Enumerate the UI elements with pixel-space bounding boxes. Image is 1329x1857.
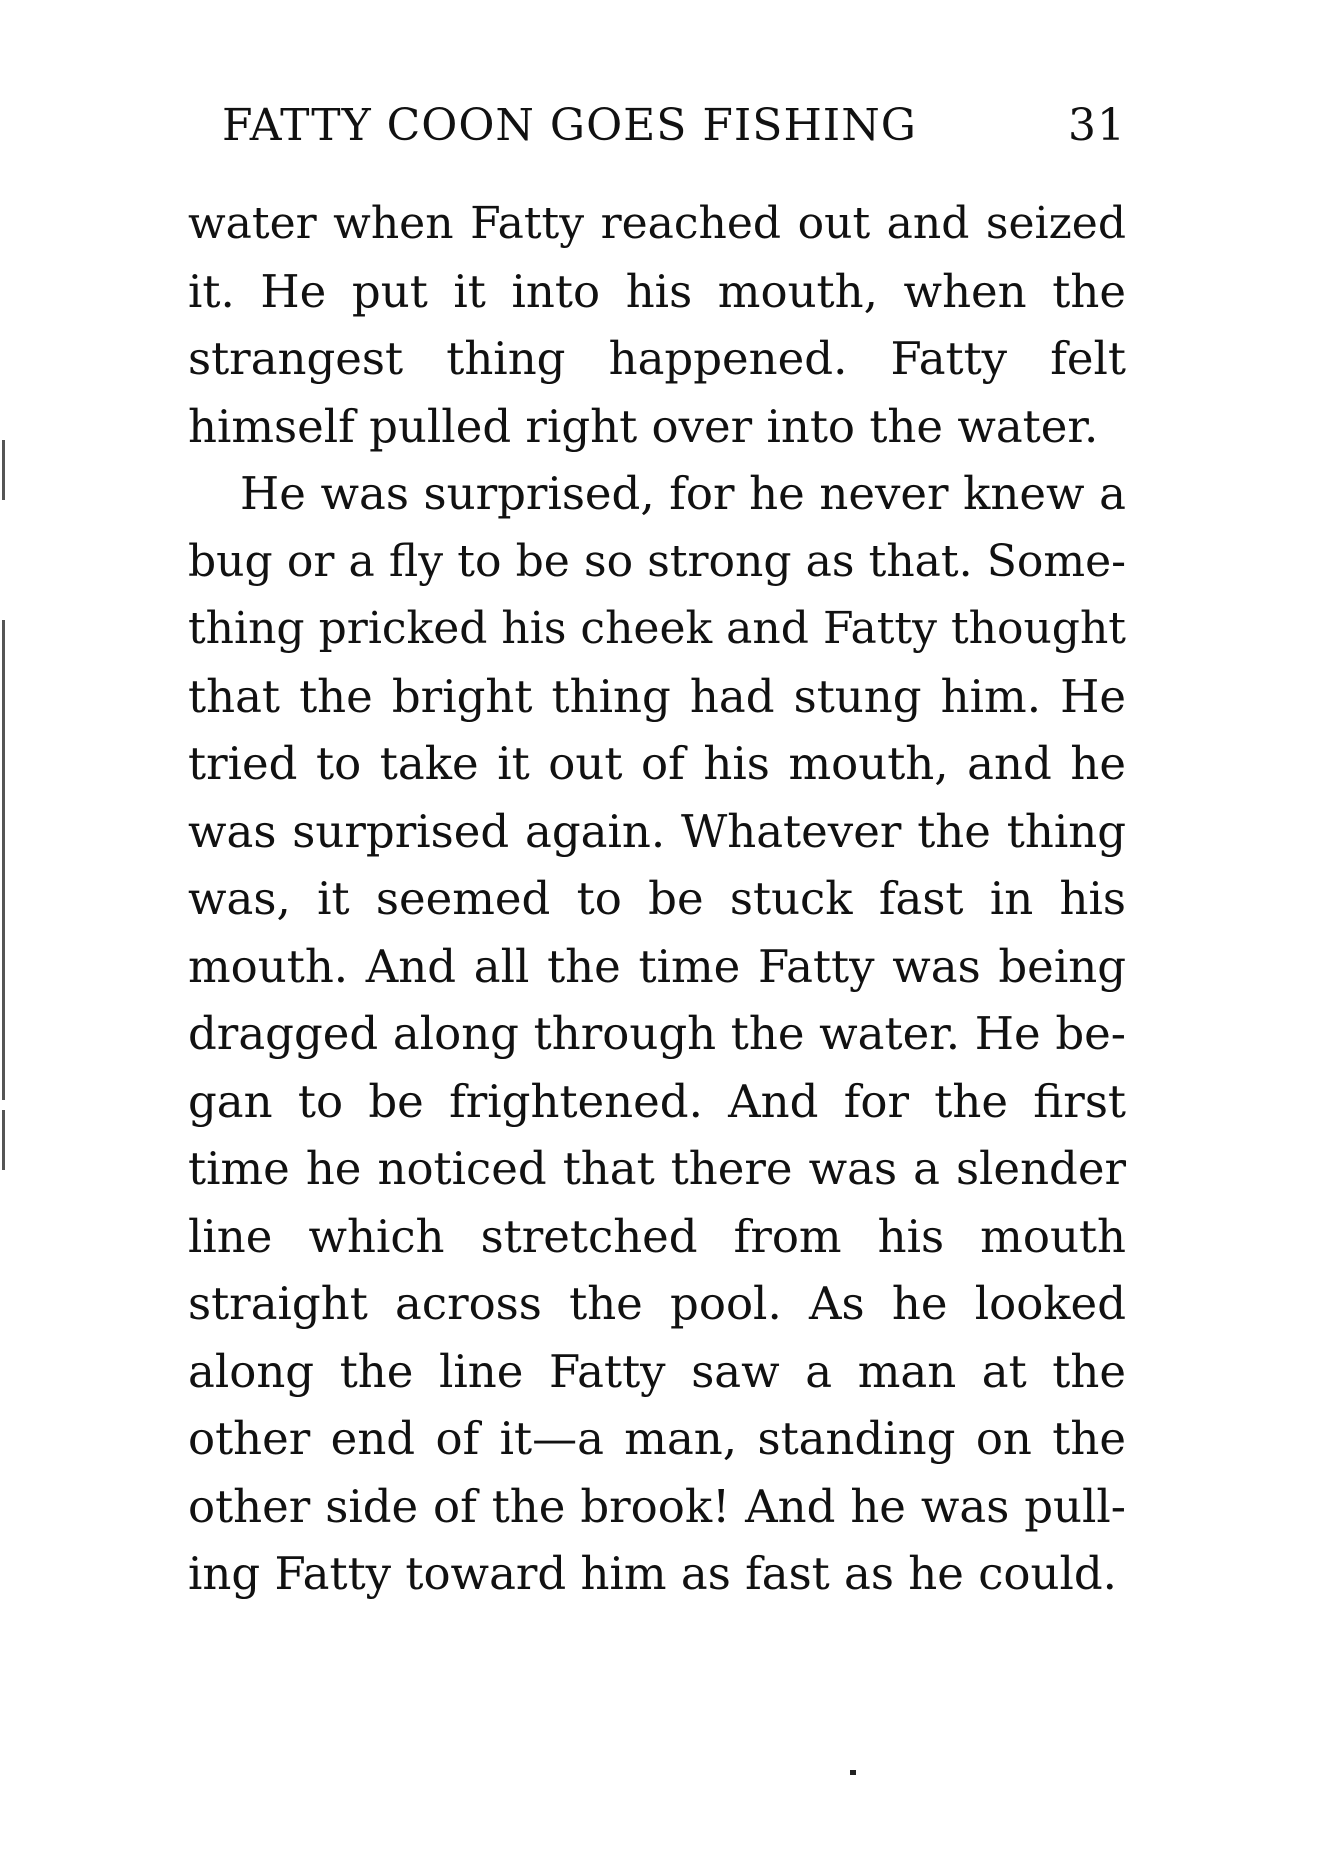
- text-line: that the bright thing had stung him. He: [188, 669, 1126, 723]
- scan-edge-mark: [2, 620, 5, 1100]
- scan-speck: [850, 1770, 856, 1775]
- text-line: was surprised again. Whatever the thing: [188, 804, 1126, 858]
- text-line: ing Fatty toward him as fast as he could.: [188, 1547, 1117, 1600]
- page-number: 31: [1068, 100, 1126, 151]
- scan-edge-mark: [2, 440, 5, 500]
- body-text: [188, 190, 1126, 1608]
- text-line: mouth. And all the time Fatty was being: [188, 939, 1126, 993]
- text-line: straight across the pool. As he looked: [188, 1277, 1126, 1330]
- paragraph: [188, 190, 1126, 460]
- text-line: was, it seemed to be stuck fast in his: [188, 872, 1126, 925]
- text-line: gan to be frightened. And for the first: [188, 1074, 1126, 1128]
- running-head-title: FATTY COON GOES FISHING: [222, 100, 917, 151]
- paragraph: [188, 460, 1126, 1608]
- text-line: other end of it—a man, standing on the: [188, 1412, 1126, 1465]
- text-line: He was surprised, for he never knew a: [240, 467, 1126, 520]
- text-line: time he noticed that there was a slender: [188, 1142, 1126, 1195]
- text-line: strangest thing happened. Fatty felt: [188, 332, 1126, 385]
- text-line: tried to take it out of his mouth, and he: [188, 737, 1126, 790]
- text-line: bug or a fly to be so strong as that. Some-: [188, 535, 1126, 587]
- text-line: line which stretched from his mouth: [188, 1209, 1126, 1263]
- text-line: dragged along through the water. He be-: [188, 1007, 1126, 1060]
- scan-edge-mark: [2, 1110, 5, 1170]
- text-line: other side of the brook! And he was pull-: [188, 1479, 1126, 1533]
- text-line: along the line Fatty saw a man at the: [188, 1344, 1126, 1398]
- text-line: water when Fatty reached out and seized: [188, 198, 1126, 249]
- running-head: [222, 100, 1126, 160]
- text-line: himself pulled right over into the water.: [188, 399, 1099, 453]
- text-line: it. He put it into his mouth, when the: [188, 264, 1126, 318]
- text-line: thing pricked his cheek and Fatty thought: [188, 603, 1126, 654]
